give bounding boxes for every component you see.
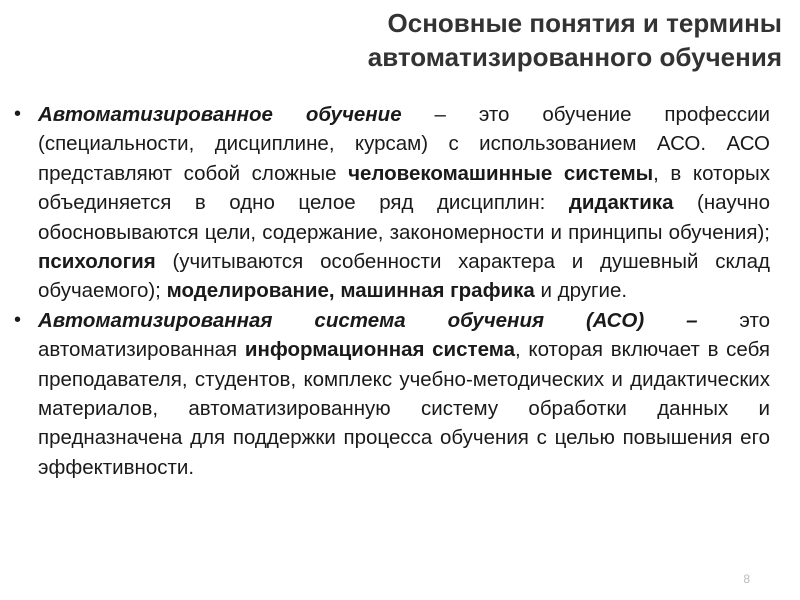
bullet-marker: • bbox=[14, 103, 22, 125]
bullet-marker: • bbox=[14, 308, 22, 331]
definition-text: и другие. bbox=[534, 279, 628, 303]
term-information-system: информационная система bbox=[244, 338, 516, 362]
term-automated-learning: Автоматизированное обучение bbox=[38, 103, 402, 126]
page-number: 8 bbox=[743, 572, 750, 586]
bullet-aso-definition bbox=[10, 306, 770, 482]
term-aso: Автоматизированная система обучения (АСО) – bbox=[38, 308, 698, 332]
term-psychology: психология bbox=[38, 250, 156, 274]
slide-title-line-1: Основные понятия и термины bbox=[387, 8, 782, 38]
term-human-machine-systems: человекомашинные системы bbox=[348, 161, 654, 185]
bullet-list bbox=[10, 100, 770, 482]
definition-text: (научно обосновываются цели, содержание, закономерности и принципы обучения); bbox=[38, 191, 770, 244]
definition-text: , в которых объединяется в одно целое ряд дисциплин: bbox=[38, 161, 770, 215]
definition-text: , которая включает в себя преподавателя, студентов, комплекс учебно-методических и дидактических материалов, автоматизированную систему обработки данных и предназначена для поддержки процесса обучения с целью повышения его эффективности. bbox=[38, 338, 770, 479]
bullet-automated-learning bbox=[10, 100, 770, 306]
definition-text: это автоматизированная bbox=[38, 308, 771, 362]
definition-text: – это обучение профессии (специальности, дисциплине, курсам) с использованием АСО. АСО представляют собой сложные bbox=[38, 103, 770, 185]
definition-text: (учитываются особенности характера и душевный склад обучаемого); bbox=[38, 250, 770, 303]
slide-title-line-2: автоматизированного обучения bbox=[367, 42, 782, 72]
term-modeling-graphics: моделирование, машинная графика bbox=[166, 279, 535, 303]
slide-title bbox=[62, 6, 782, 74]
term-didactics: дидактика bbox=[568, 191, 674, 215]
